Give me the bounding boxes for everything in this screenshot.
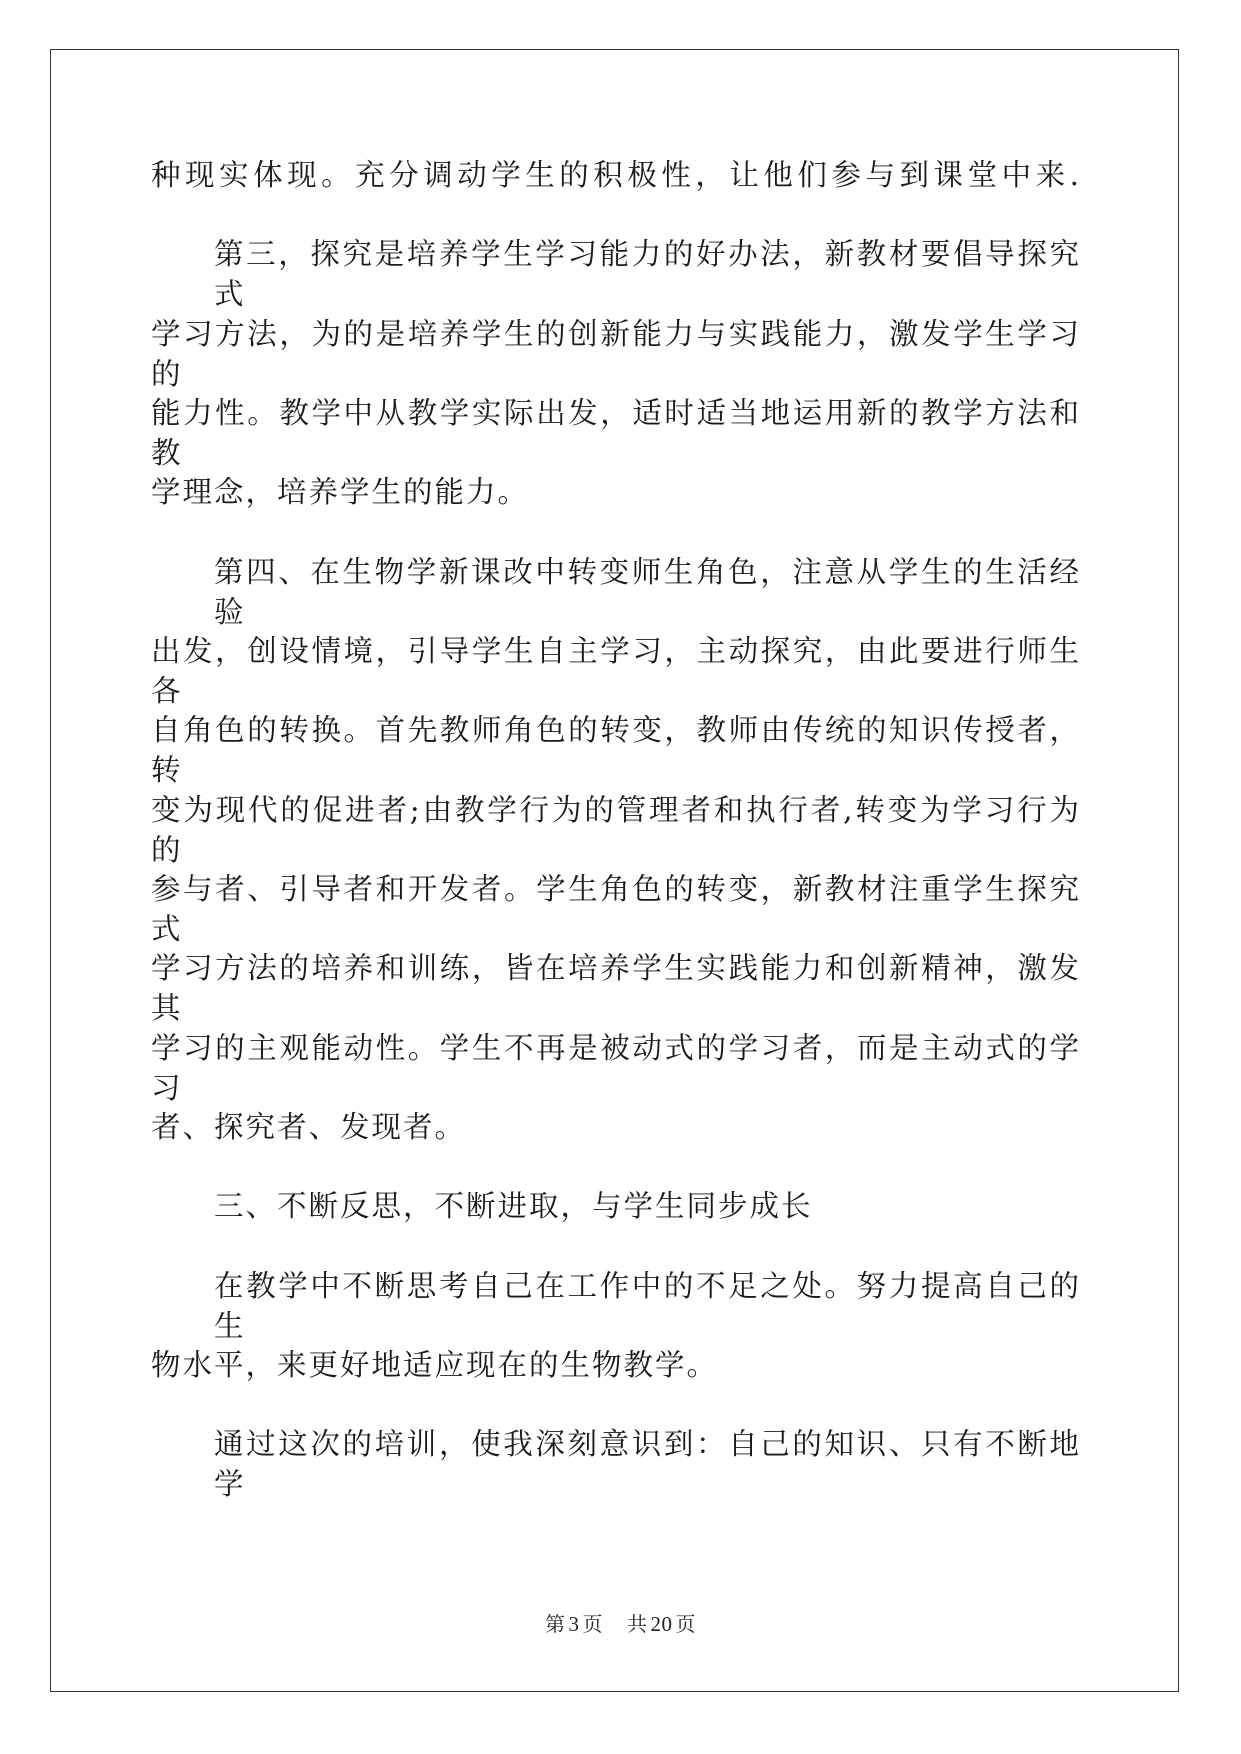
text-line: 学习方法，为的是培养学生的创新能力与实践能力，激发学生学习的 [151, 317, 1081, 391]
text-line: 参与者、引导者和开发者。学生角色的转变，新教材注重学生探究式 [151, 872, 1081, 946]
text-line: 物水平，来更好地适应现在的生物教学。 [151, 1348, 719, 1382]
text-line: 学理念，培养学生的能力。 [151, 475, 530, 509]
text-line: 在教学中不断思考自己在工作中的不足之处。努力提高自己的生 [214, 1269, 1081, 1343]
text-line: 种现实体现。充分调动学生的积极性，让他们参与到课堂中来. [151, 158, 1081, 192]
text-line: 能力性。教学中从教学实际出发，适时适当地运用新的教学方法和教 [151, 396, 1081, 470]
text-line: 变为现代的促进者;由教学行为的管理者和执行者,转变为学习行为的 [151, 793, 1081, 867]
section-heading: 三、不断反思，不断进取，与学生同步成长 [214, 1189, 813, 1223]
text-line: 学习方法的培养和训练，皆在培养学生实践能力和创新精神，激发其 [151, 951, 1081, 1025]
footer-page-prefix: 第 [545, 1612, 566, 1636]
footer-total-pages: 20 [650, 1612, 673, 1636]
text-line: 学习的主观能动性。学生不再是被动式的学习者，而是主动式的学习 [151, 1031, 1081, 1105]
text-line: 第四、在生物学新课改中转变师生角色，注意从学生的生活经验 [214, 555, 1081, 629]
footer-page-number: 3 [568, 1612, 580, 1636]
footer-page-suffix: 页 [582, 1612, 603, 1636]
footer-total-prefix: 共 [627, 1612, 648, 1636]
page-footer [0, 1611, 1241, 1637]
text-line: 第三，探究是培养学生学习能力的好办法，新教材要倡导探究式 [214, 237, 1081, 311]
text-line: 出发，创设情境，引导学生自主学习，主动探究，由此要进行师生各 [151, 634, 1081, 708]
footer-total-suffix: 页 [675, 1612, 696, 1636]
text-line: 自角色的转换。首先教师角色的转变，教师由传统的知识传授者，转 [151, 713, 1081, 787]
text-line: 通过这次的培训，使我深刻意识到：自己的知识、只有不断地学 [214, 1427, 1081, 1501]
text-line: 者、探究者、发现者。 [151, 1110, 467, 1144]
